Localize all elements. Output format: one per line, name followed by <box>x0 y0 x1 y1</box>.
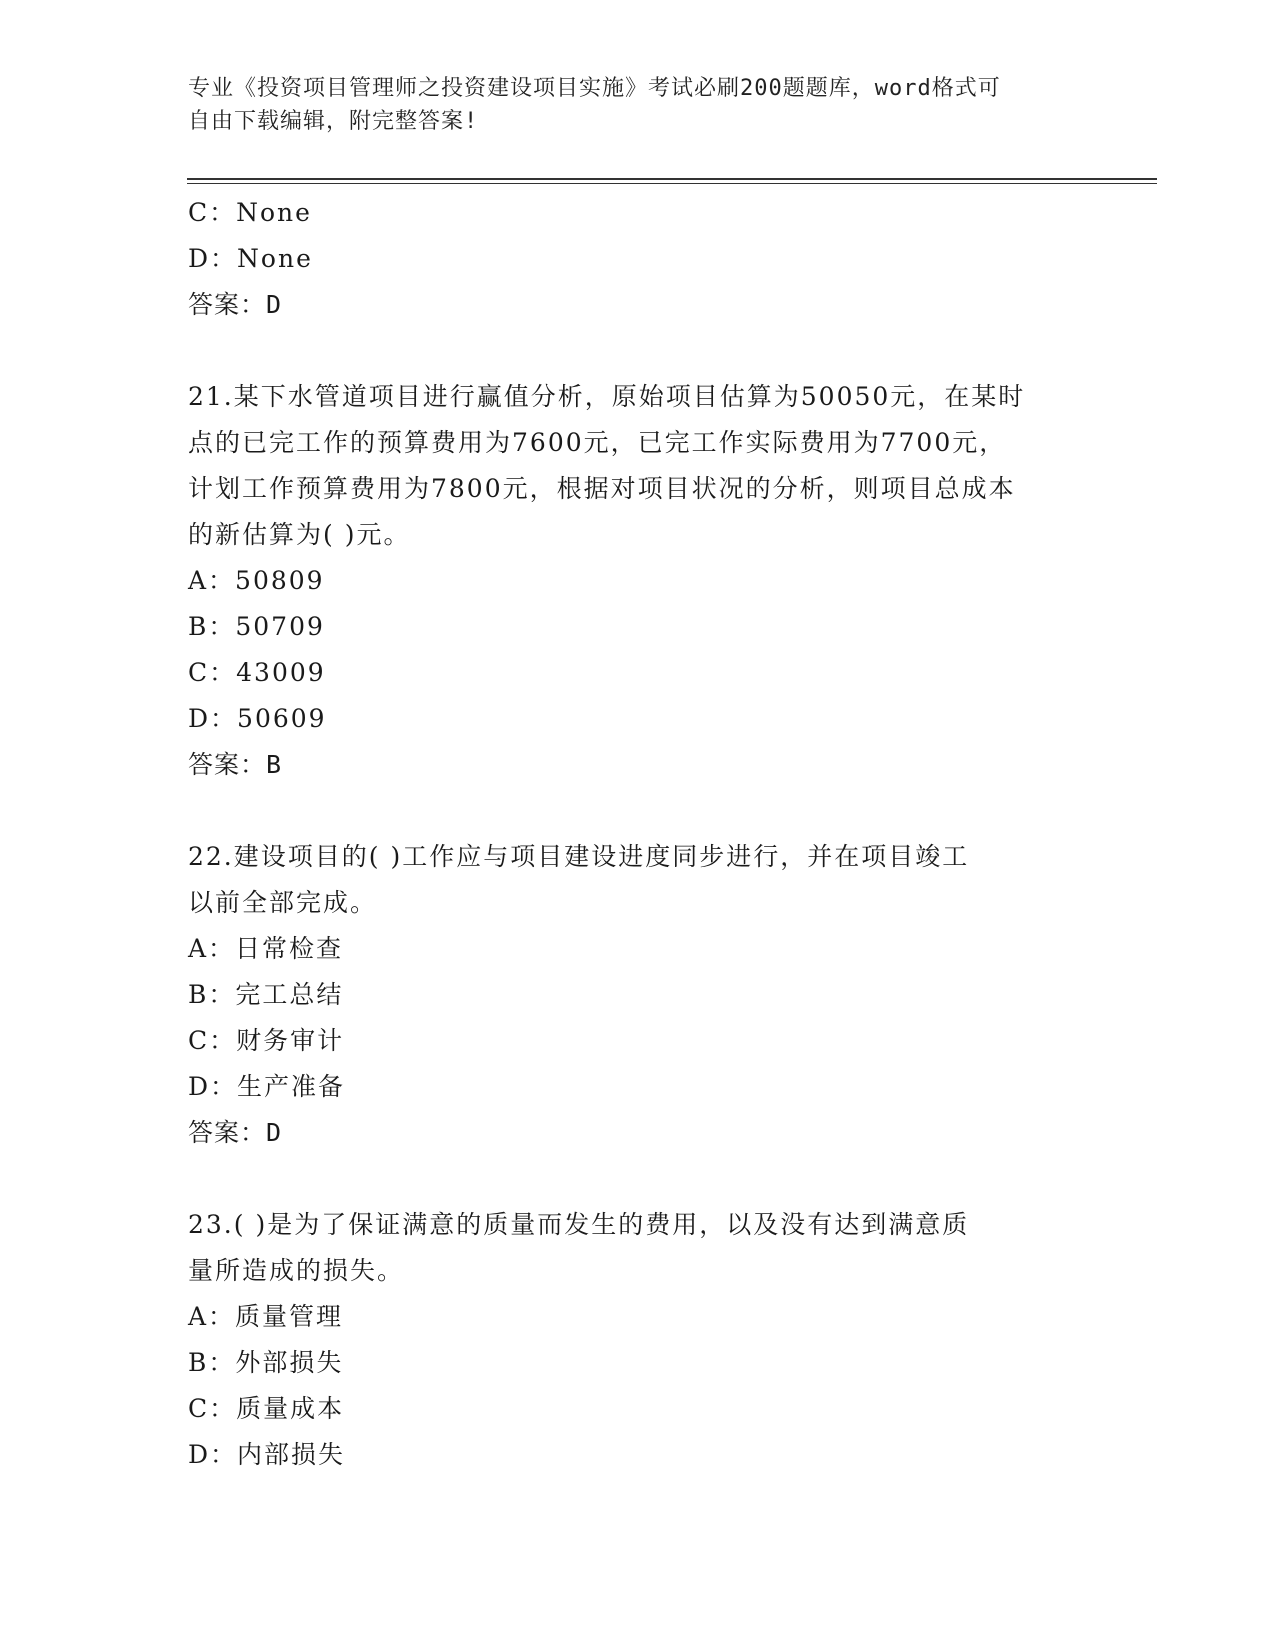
option-d: D：内部损失 <box>188 1440 346 1469</box>
question-text <box>188 834 1088 926</box>
question-text-line: 计划工作预算费用为7800元，根据对项目状况的分析，则项目总成本 <box>188 474 1016 503</box>
question-text <box>188 374 1088 558</box>
answer: 答案：D <box>188 290 283 319</box>
option-b: B：完工总结 <box>188 980 344 1009</box>
option-a: A：质量管理 <box>188 1302 344 1331</box>
option-c: C：43009 <box>188 658 326 687</box>
question-text <box>188 1202 1088 1294</box>
option-d: D：None <box>188 244 313 273</box>
header-line-1: 专业《投资项目管理师之投资建设项目实施》考试必刷200题题库，word格式可 <box>188 76 1001 101</box>
question-text-line: 23.( )是为了保证满意的质量而发生的费用，以及没有达到满意质 <box>188 1210 970 1239</box>
question-text-line: 以前全部完成。 <box>188 888 378 917</box>
header-divider-thick <box>187 178 1157 180</box>
answer: 答案：B <box>188 750 283 779</box>
question-text-line: 21.某下水管道项目进行赢值分析，原始项目估算为50050元，在某时 <box>188 382 1026 411</box>
option-a: A：日常检查 <box>188 934 344 963</box>
question-text-line: 点的已完工作的预算费用为7600元，已完工作实际费用为7700元， <box>188 428 1007 457</box>
header-line-2: 自由下载编辑，附完整答案! <box>188 109 479 134</box>
question-content <box>188 190 1088 1478</box>
option-b: B：50709 <box>188 612 325 641</box>
option-d: D：生产准备 <box>188 1072 346 1101</box>
question-21 <box>188 374 1088 788</box>
option-d: D：50609 <box>188 704 327 733</box>
question-text-line: 22.建设项目的( )工作应与项目建设进度同步进行，并在项目竣工 <box>188 842 970 871</box>
answer: 答案：D <box>188 1118 283 1147</box>
question-text-line: 量所造成的损失。 <box>188 1256 405 1285</box>
option-b: B：外部损失 <box>188 1348 344 1377</box>
question-22 <box>188 834 1088 1156</box>
header-divider-thin <box>187 183 1157 184</box>
question-23 <box>188 1202 1088 1478</box>
option-a: A：50809 <box>188 566 325 595</box>
option-c: C：财务审计 <box>188 1026 345 1055</box>
previous-question-tail <box>188 190 1088 328</box>
option-c: C：质量成本 <box>188 1394 345 1423</box>
document-header <box>188 72 1068 138</box>
question-text-line: 的新估算为( )元。 <box>188 520 411 549</box>
option-c: C：None <box>188 198 312 227</box>
